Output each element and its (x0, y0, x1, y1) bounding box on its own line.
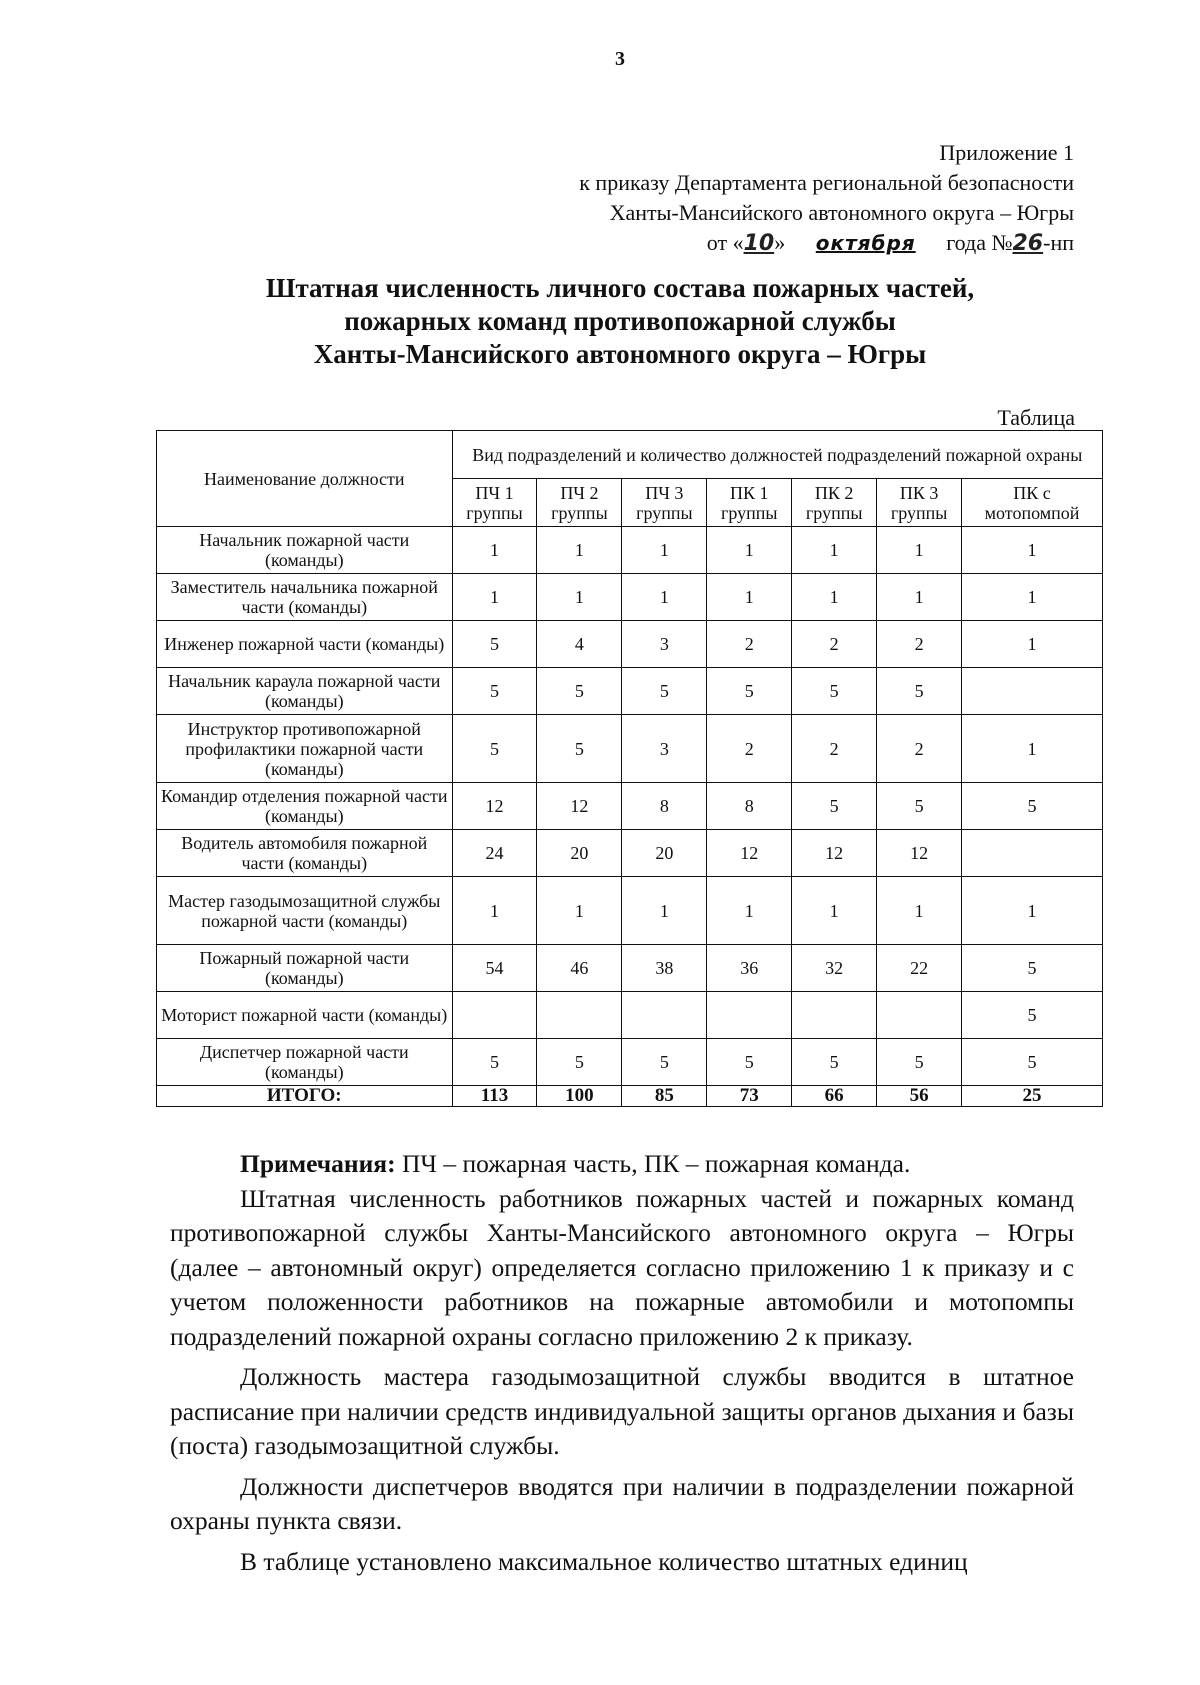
column-header-type: ПЧ 2 (560, 482, 599, 503)
column-header-type: ПК с (1013, 482, 1051, 503)
date-mid: » (774, 230, 786, 255)
table-row (157, 783, 1103, 830)
column-header (452, 479, 537, 527)
column-header-subtype: мотопомпой (984, 502, 1080, 523)
position-name-cell: Инструктор противопожарной профилактики пожарной части (команды) (157, 715, 453, 783)
count-cell: 12 (452, 783, 537, 830)
count-cell: 5 (537, 668, 622, 715)
count-cell: 1 (537, 527, 622, 574)
count-cell (452, 992, 537, 1039)
count-cell: 1 (792, 877, 877, 945)
date-month-handwritten: октября (815, 231, 916, 255)
count-cell: 5 (792, 1039, 877, 1086)
column-header (707, 479, 792, 527)
count-cell: 8 (707, 783, 792, 830)
count-cell (707, 992, 792, 1039)
appendix-line-1: Приложение 1 (939, 140, 1074, 165)
count-cell: 2 (792, 621, 877, 668)
count-cell: 1 (537, 574, 622, 621)
count-cell: 38 (622, 945, 707, 992)
count-cell (962, 668, 1103, 715)
column-header (877, 479, 962, 527)
count-cell: 20 (622, 830, 707, 877)
total-label-cell: ИТОГО: (157, 1086, 453, 1107)
count-cell: 5 (962, 945, 1103, 992)
notes-paragraph-1: Штатная численность работников пожарных частей и пожарных команд противопожарной службы Ханты-Мансийского автономного округа – Югры (далее – автономный округ) определяется согласно приложению 1 к приказу и с учетом положенности работников на пожарные автомобили и мотопомпы подразделений пожарной охраны согласно приложению 2 к приказу. (170, 1183, 1074, 1351)
count-cell: 5 (622, 668, 707, 715)
table-row (157, 715, 1103, 783)
date-prefix: от « (706, 230, 744, 255)
count-cell: 1 (707, 877, 792, 945)
document-title (170, 272, 1070, 371)
count-cell: 1 (707, 574, 792, 621)
column-header-type: ПК 2 (814, 482, 854, 503)
position-name-cell: Заместитель начальника пожарной части (команды) (157, 574, 453, 621)
column-header (537, 479, 622, 527)
column-header-subtype: группы (636, 502, 693, 523)
position-name-cell: Моторист пожарной части (команды) (157, 992, 453, 1039)
count-cell: 1 (962, 574, 1103, 621)
column-header-type: ПЧ 3 (645, 482, 684, 503)
table-row (157, 527, 1103, 574)
date-day-handwritten: 10 (743, 231, 775, 256)
total-value-cell: 25 (962, 1086, 1103, 1107)
notes-abbreviations (170, 1147, 1074, 1182)
count-cell: 5 (962, 992, 1103, 1039)
count-cell: 2 (792, 715, 877, 783)
count-cell: 1 (962, 877, 1103, 945)
count-cell: 3 (622, 715, 707, 783)
header-position-name: Наименование должности (157, 431, 453, 527)
count-cell: 5 (877, 783, 962, 830)
count-cell: 1 (707, 527, 792, 574)
position-name-cell: Диспетчер пожарной части (команды) (157, 1039, 453, 1086)
count-cell: 5 (962, 783, 1103, 830)
count-cell: 1 (452, 527, 537, 574)
table-body (157, 527, 1103, 1107)
count-cell (962, 830, 1103, 877)
count-cell: 36 (707, 945, 792, 992)
appendix-line-2: к приказу Департамента региональной безопасности (579, 170, 1074, 195)
count-cell (622, 992, 707, 1039)
notes-label: Примечания: (240, 1149, 396, 1178)
column-header (622, 479, 707, 527)
table-row (157, 992, 1103, 1039)
count-cell: 1 (622, 877, 707, 945)
count-cell: 24 (452, 830, 537, 877)
notes-abbrev-text: ПЧ – пожарная часть, ПК – пожарная команда. (395, 1149, 911, 1178)
count-cell: 5 (792, 783, 877, 830)
count-cell: 5 (792, 668, 877, 715)
count-cell: 12 (537, 783, 622, 830)
count-cell: 5 (537, 1039, 622, 1086)
total-value-cell: 66 (792, 1086, 877, 1107)
count-cell: 2 (707, 621, 792, 668)
column-header-type: ПЧ 1 (475, 482, 514, 503)
column-header-type: ПК 3 (899, 482, 939, 503)
notes-paragraph-3: Должности диспетчеров вводятся при наличии в подразделении пожарной охраны пункта связи. (170, 1471, 1074, 1535)
count-cell (792, 992, 877, 1039)
count-cell: 22 (877, 945, 962, 992)
position-name-cell: Пожарный пожарной части (команды) (157, 945, 453, 992)
date-year-label: года № (946, 230, 1013, 255)
table-row (157, 668, 1103, 715)
count-cell: 1 (537, 877, 622, 945)
column-header (962, 479, 1103, 527)
count-cell: 20 (537, 830, 622, 877)
count-cell: 1 (877, 877, 962, 945)
table-caption: Таблица (997, 405, 1075, 430)
total-value-cell: 73 (707, 1086, 792, 1107)
appendix-block (579, 138, 1074, 259)
position-name-cell: Водитель автомобиля пожарной части (команды) (157, 830, 453, 877)
count-cell: 5 (537, 715, 622, 783)
column-header-subtype: группы (721, 502, 778, 523)
count-cell: 1 (962, 715, 1103, 783)
count-cell: 1 (792, 527, 877, 574)
total-row (157, 1086, 1103, 1107)
appendix-line-3: Ханты-Мансийского автономного округа – Югры (609, 200, 1074, 225)
column-header-subtype: группы (551, 502, 608, 523)
total-value-cell: 100 (537, 1086, 622, 1107)
count-cell: 5 (707, 668, 792, 715)
count-cell: 5 (962, 1039, 1103, 1086)
title-line-3: Ханты-Мансийского автономного округа – Югры (313, 339, 927, 369)
position-name-cell: Начальник пожарной части (команды) (157, 527, 453, 574)
staff-table (156, 430, 1103, 1107)
count-cell: 5 (707, 1039, 792, 1086)
table-row (157, 830, 1103, 877)
count-cell: 5 (452, 668, 537, 715)
total-value-cell: 85 (622, 1086, 707, 1107)
count-cell: 54 (452, 945, 537, 992)
count-cell: 5 (877, 1039, 962, 1086)
count-cell: 32 (792, 945, 877, 992)
table-row (157, 945, 1103, 992)
count-cell: 5 (877, 668, 962, 715)
count-cell: 5 (452, 1039, 537, 1086)
count-cell: 8 (622, 783, 707, 830)
count-cell (877, 992, 962, 1039)
count-cell: 1 (877, 574, 962, 621)
count-cell: 1 (877, 527, 962, 574)
position-name-cell: Командир отделения пожарной части (команды) (157, 783, 453, 830)
count-cell: 1 (622, 574, 707, 621)
count-cell: 1 (962, 527, 1103, 574)
doc-number-suffix: -нп (1043, 230, 1074, 255)
title-line-2: пожарных команд противопожарной службы (344, 306, 896, 336)
column-header-subtype: группы (466, 502, 523, 523)
appendix-date-line (579, 228, 1074, 259)
count-cell: 1 (792, 574, 877, 621)
count-cell: 5 (622, 1039, 707, 1086)
notes-section (170, 1147, 1074, 1585)
notes-paragraph-4: В таблице установлено максимальное количество штатных единиц (240, 1546, 968, 1576)
count-cell: 1 (622, 527, 707, 574)
column-header (792, 479, 877, 527)
table-row (157, 877, 1103, 945)
header-unit-types: Вид подразделений и количество должностей подразделений пожарной охраны (452, 431, 1102, 479)
column-header-subtype: группы (890, 502, 948, 523)
column-header-subtype: группы (805, 502, 863, 523)
count-cell: 5 (452, 715, 537, 783)
total-value-cell: 56 (877, 1086, 962, 1107)
table-row (157, 1039, 1103, 1086)
column-header-type: ПК 1 (730, 482, 769, 503)
total-value-cell: 113 (452, 1086, 537, 1107)
count-cell: 2 (877, 621, 962, 668)
count-cell: 4 (537, 621, 622, 668)
count-cell: 12 (707, 830, 792, 877)
count-cell: 2 (877, 715, 962, 783)
position-name-cell: Инженер пожарной части (команды) (157, 621, 453, 668)
table-row (157, 574, 1103, 621)
count-cell: 5 (452, 621, 537, 668)
position-name-cell: Мастер газодымозащитной службы пожарной части (команды) (157, 877, 453, 945)
doc-number-handwritten: 26 (1012, 231, 1044, 256)
notes-paragraph-2: Должность мастера газодымозащитной службы вводится в штатное расписание при наличии средств индивидуальной защиты органов дыхания и базы (поста) газодымозащитной службы. (170, 1362, 1074, 1460)
count-cell: 1 (962, 621, 1103, 668)
count-cell (537, 992, 622, 1039)
title-line-1: Штатная численность личного состава пожарных частей, (265, 273, 975, 303)
count-cell: 3 (622, 621, 707, 668)
count-cell: 12 (792, 830, 877, 877)
page-number: 3 (615, 48, 625, 70)
position-name-cell: Начальник караула пожарной части (команды) (157, 668, 453, 715)
count-cell: 1 (452, 574, 537, 621)
table-row (157, 621, 1103, 668)
count-cell: 12 (877, 830, 962, 877)
count-cell: 2 (707, 715, 792, 783)
count-cell: 46 (537, 945, 622, 992)
count-cell: 1 (452, 877, 537, 945)
